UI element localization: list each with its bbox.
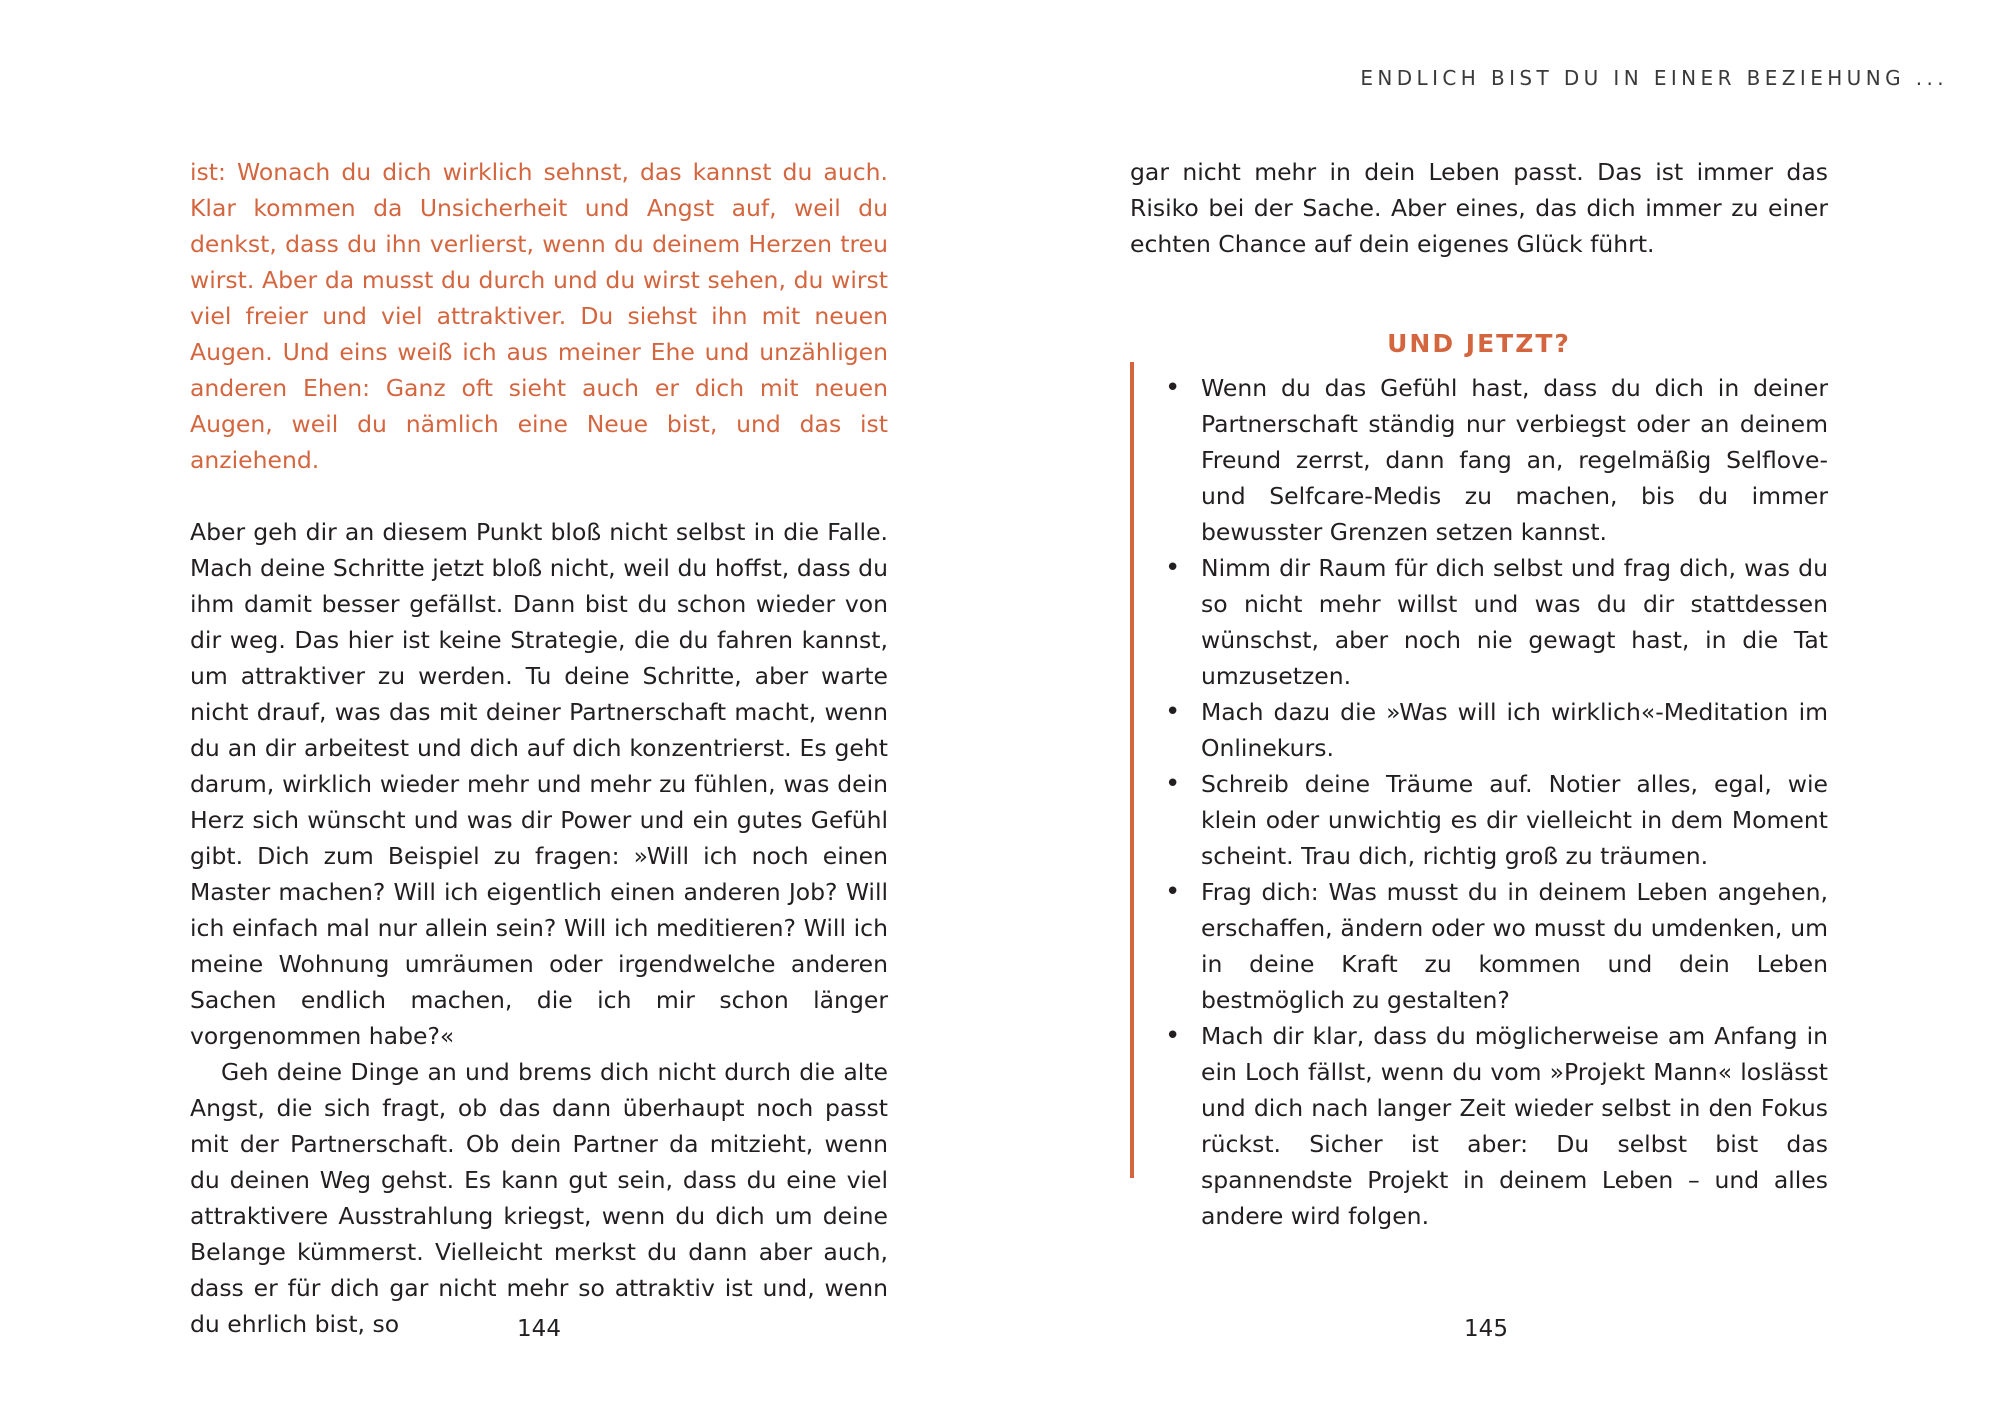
bullet-item: • Wenn du das Gefühl hast, dass du dich in deiner Partnerschaft ständig nur verbiegst oder an deinem Freund zerrst, dann fang an, regelmäßig Selflove- und Selfcare-Medis zu machen, bis du immer bewusster Grenzen setzen kannst.: [1165, 370, 1828, 550]
right-page: [1000, 0, 2000, 1414]
page-number-right: 145: [1464, 1316, 1508, 1342]
bullet-item: • Mach dazu die »Was will ich wirklich«-Meditation im Onlinekurs.: [1165, 694, 1828, 766]
accent-rule: [1130, 362, 1134, 1178]
body-paragraph: Geh deine Dinge an und brems dich nicht durch die alte Angst, die sich fragt, ob das dann überhaupt noch passt mit der Partnerschaft. Ob dein Partner da mitzieht, wenn du deinen Weg gehst. Es kann gut sein, dass du eine viel attraktivere Ausstrahlung kriegst, wenn du dich um deine Belange kümmerst. Vielleicht merkst du dann aber auch, dass er für dich gar nicht mehr so attraktiv ist und, wenn du ehrlich bist, so: [190, 1058, 888, 1338]
box-title: UND JETZT?: [1387, 329, 1571, 358]
right-page-body: [1130, 154, 1828, 262]
left-page-body: [190, 154, 888, 1342]
bullet-item: • Mach dir klar, dass du möglicherweise am Anfang in ein Loch fällst, wenn du vom »Projekt Mann« loslässt und dich nach langer Zeit wieder selbst in den Fokus rückst. Sicher ist aber: Du selbst bist das spannendste Projekt in deinem Leben – und alles andere wird folgen.: [1165, 1018, 1828, 1234]
page-number-left: 144: [517, 1316, 561, 1342]
bullet-item: • Frag dich: Was musst du in deinem Leben angehen, erschaffen, ändern oder wo musst du umdenken, um in deine Kraft zu kommen und dein Leben bestmöglich zu gestalten?: [1165, 874, 1828, 1018]
bullet-list: [1165, 370, 1828, 1234]
body-paragraph: Aber geh dir an diesem Punkt bloß nicht selbst in die Falle. Mach deine Schritte jetzt bloß nicht, weil du hoffst, dass du ihm damit besser gefällst. Dann bist du schon wieder von dir weg. Das hier ist keine Strategie, die du fahren kannst, um attraktiver zu werden. Tu deine Schritte, aber warte nicht drauf, was das mit deiner Partnerschaft macht, wenn du an dir arbeitest und dich auf dich konzentrierst. Es geht darum, wirklich wieder mehr und mehr zu fühlen, was dein Herz sich wünscht und was dir Power und ein gutes Gefühl gibt. Dich zum Beispiel zu fragen: »Will ich noch einen Master machen? Will ich eigentlich einen anderen Job? Will ich einfach mal nur allein sein? Will ich meditieren? Will ich meine Wohnung umräumen oder irgendwelche anderen Sachen endlich machen, die ich mir schon länger vorgenommen habe?«: [190, 518, 888, 1050]
bullet-item: • Nimm dir Raum für dich selbst und frag dich, was du so nicht mehr willst und was du dir stattdessen wünschst, aber noch nie gewagt hast, in die Tat umzusetzen.: [1165, 550, 1828, 694]
highlighted-paragraph: ist: Wonach du dich wirklich sehnst, das kannst du auch. Klar kommen da Unsicherheit und Angst auf, weil du denkst, dass du ihn verlierst, wenn du deinem Herzen treu wirst. Aber da musst du durch und du wirst sehen, du wirst viel freier und viel attraktiver. Du siehst ihn mit neuen Augen. Und eins weiß ich aus meiner Ehe und unzähligen anderen Ehen: Ganz oft sieht auch er dich mit neuen Augen, weil du nämlich eine Neue bist, und das ist anziehend.: [190, 158, 888, 474]
continuation-paragraph: gar nicht mehr in dein Leben passt. Das ist immer das Risiko bei der Sache. Aber eines, das dich immer zu einer echten Chance auf dein eigenes Glück führt.: [1130, 158, 1828, 258]
running-head: ENDLICH BIST DU IN EINER BEZIEHUNG ...: [1360, 66, 1948, 90]
bullet-item: • Schreib deine Träume auf. Notier alles, egal, wie klein oder unwichtig es dir vielleicht in dem Moment scheint. Trau dich, richtig groß zu träumen.: [1165, 766, 1828, 874]
